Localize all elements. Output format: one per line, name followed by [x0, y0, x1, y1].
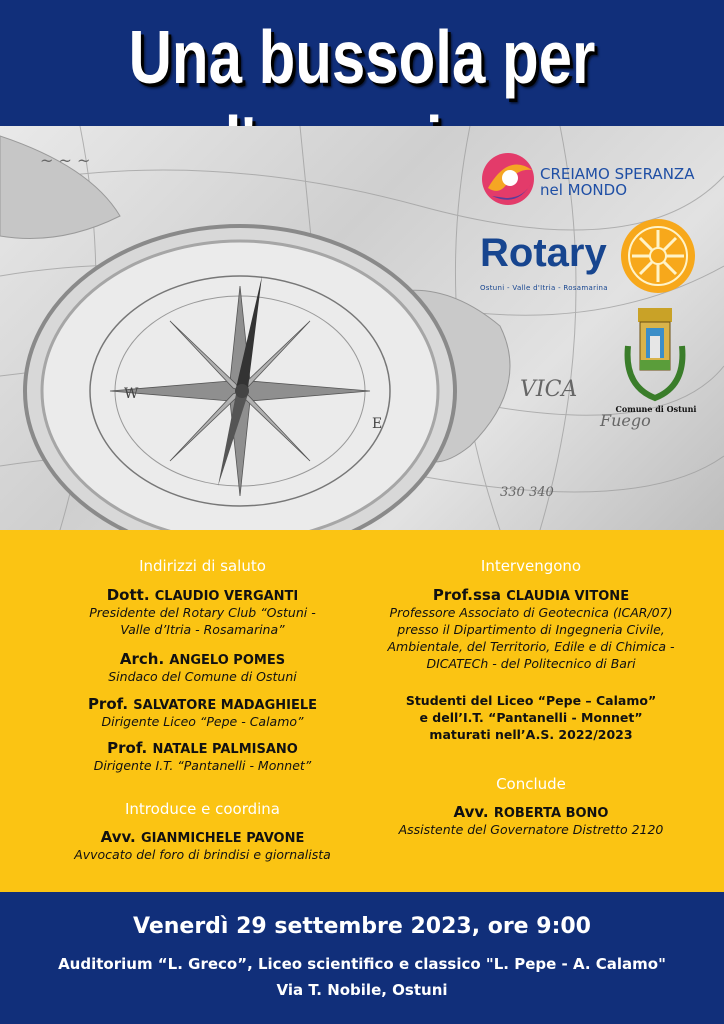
greetings-heading: Indirizzi di saluto — [139, 557, 266, 575]
speakers-heading: Intervengono — [480, 557, 582, 575]
person-name: Prof. NATALE PALMISANO — [107, 739, 298, 757]
speaker-item — [362, 586, 700, 672]
person-role-line: Valle d’Itria - Rosamarina” — [120, 622, 285, 637]
city-crest-icon — [620, 306, 690, 402]
person-role-line: Sindaco del Comune di Ostuni — [108, 669, 297, 684]
intro-item — [40, 828, 365, 863]
students-line: maturati nell’A.S. 2022/2023 — [429, 727, 633, 742]
person-role-line: Dirigente Liceo “Pepe - Calamo” — [101, 714, 304, 729]
svg-text:Fuego: Fuego — [600, 411, 651, 430]
campaign-line-1: CREIAMO SPERANZA — [540, 165, 695, 183]
person-name: Dott. CLAUDIO VERGANTI — [106, 586, 299, 604]
person-role-line: Professore Associato di Geotecnica (ICAR/07) — [389, 605, 673, 620]
svg-text:330 340: 330 340 — [500, 485, 554, 500]
event-venue: Auditorium “L. Greco”, Liceo scientifico e classico "L. Pepe - A. Calamo" — [58, 955, 666, 973]
person-name: Avv. ROBERTA BONO — [453, 803, 609, 821]
rotary-wheel-icon — [618, 216, 698, 296]
campaign-text — [540, 166, 694, 198]
person-role-line: Assistente del Governatore Distretto 2120 — [398, 822, 664, 837]
event-address: Via T. Nobile, Ostuni — [276, 981, 448, 999]
rotary-club-name: Ostuni - Valle d'Itria - Rosamarina — [480, 284, 608, 292]
person-name: Prof.ssa CLAUDIA VITONE — [432, 586, 630, 604]
footer-band — [0, 892, 724, 1024]
comune-label: Comune di Ostuni — [615, 404, 697, 414]
program-section — [0, 530, 724, 892]
header-band — [0, 0, 724, 126]
person-role-line: presso il Dipartimento di Ingegneria Civile, — [397, 622, 665, 637]
person-role-line: Presidente del Rotary Club “Ostuni - — [89, 605, 316, 620]
person-name: Arch. ANGELO POMES — [119, 650, 286, 668]
person-role-line: Dirigente I.T. “Pantanelli - Monnet” — [93, 758, 312, 773]
person-name: Avv. GIANMICHELE PAVONE — [100, 828, 305, 846]
greeting-item — [40, 586, 365, 638]
person-role-line: Avvocato del foro di brindisi e giornalista — [74, 847, 331, 862]
greeting-item — [40, 739, 365, 774]
rotary-wordmark: Rotary — [480, 231, 607, 275]
person-name: Prof. SALVATORE MADAGHIELE — [87, 695, 318, 713]
students-line: e dell’I.T. “Pantanelli - Monnet” — [419, 710, 643, 725]
poster-title: Una bussola per — [128, 15, 596, 99]
svg-text:~ ~ ~: ~ ~ ~ — [40, 151, 91, 170]
svg-text:W: W — [124, 386, 139, 402]
students-line: Studenti del Liceo “Pepe – Calamo” — [405, 693, 657, 708]
person-role-line: Ambientale, del Territorio, Edile e di Chimica - — [387, 639, 675, 654]
person-role-line: DICATECh - del Politecnico di Bari — [426, 656, 636, 671]
event-date: Venerdì 29 settembre 2023, ore 9:00 — [133, 914, 591, 939]
svg-text:E: E — [372, 416, 383, 432]
greeting-item — [40, 650, 365, 685]
svg-text:VICA: VICA — [520, 377, 578, 402]
students-block — [362, 692, 700, 743]
campaign-line-2: nel MONDO — [540, 181, 627, 199]
greeting-item — [40, 695, 365, 730]
closing-item — [362, 803, 700, 838]
closing-heading: Conclude — [496, 775, 566, 793]
intro-heading: Introduce e coordina — [125, 800, 280, 818]
